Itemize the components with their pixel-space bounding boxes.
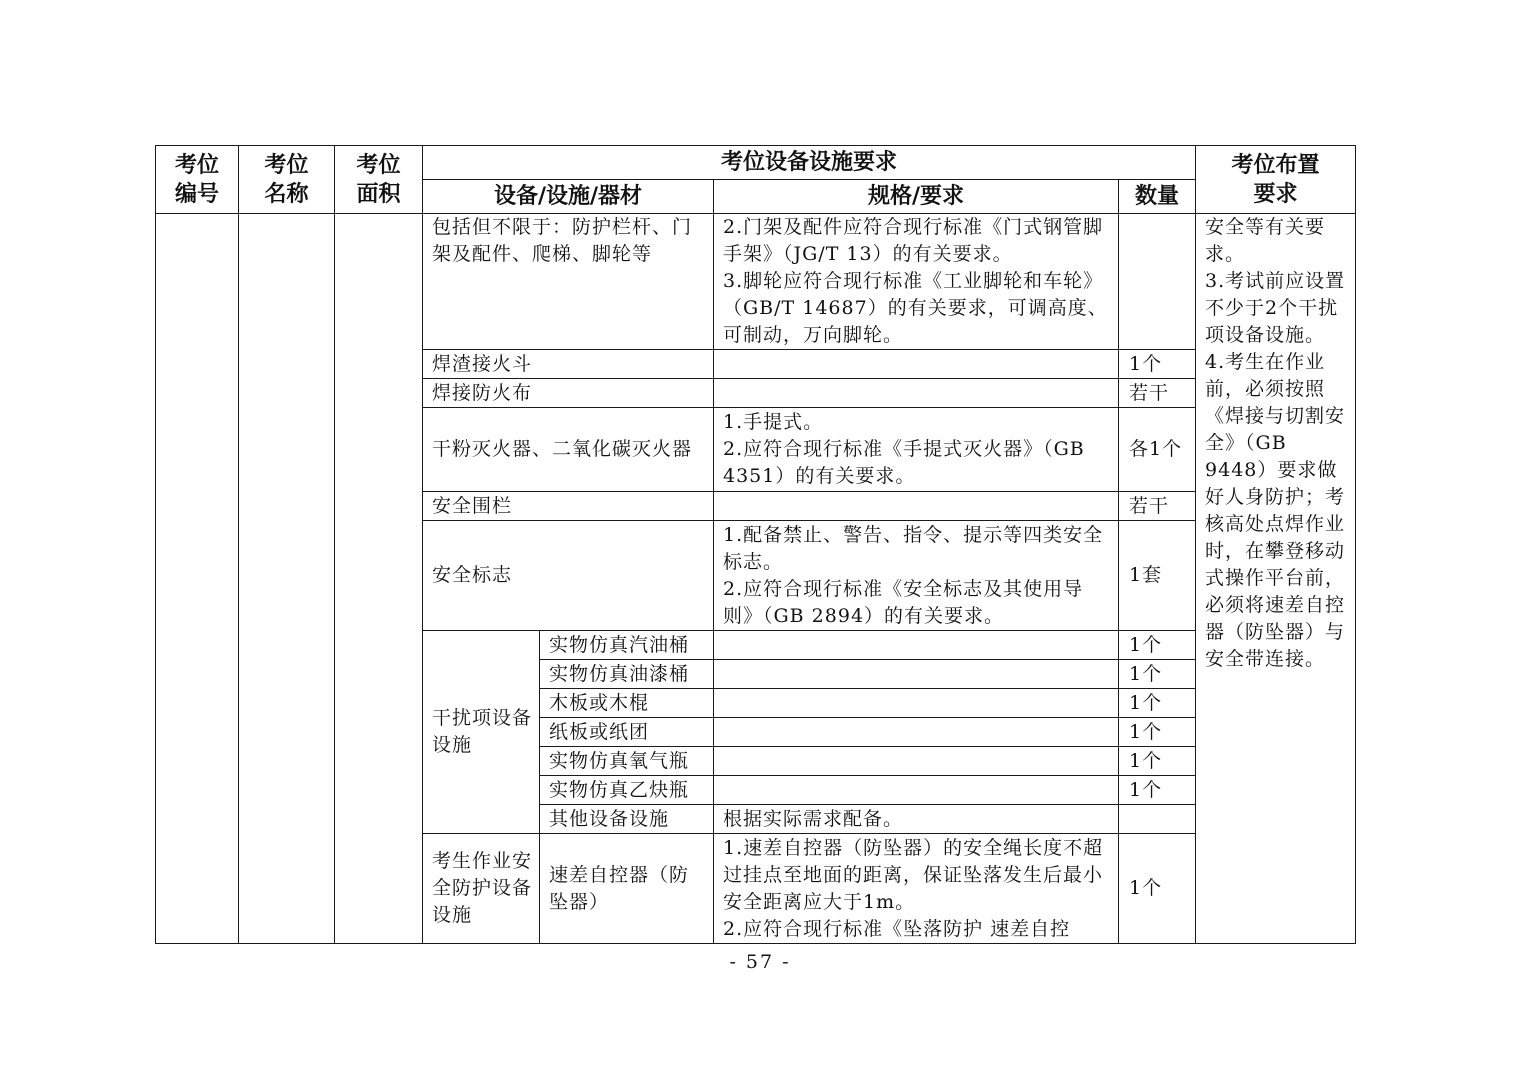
protection-item-qty: 1个 (1119, 834, 1196, 944)
interference-item-qty: 1个 (1119, 776, 1196, 805)
interference-item-qty: 1个 (1119, 747, 1196, 776)
header-station-area: 考位 面积 (335, 146, 423, 214)
equipment-fire-blanket: 焊接防火布 (423, 379, 714, 408)
qty-ladder (1119, 214, 1196, 350)
equipment-signs: 安全标志 (423, 521, 714, 631)
interference-item-qty (1119, 805, 1196, 834)
equipment-fence: 安全围栏 (423, 492, 714, 521)
interference-item-name: 实物仿真乙炔瓶 (540, 776, 714, 805)
qty-slag-bucket: 1个 (1119, 350, 1196, 379)
station-name-cell (239, 214, 335, 944)
group-protection: 考生作业安全防护设备设施 (423, 834, 540, 944)
qty-fire-blanket: 若干 (1119, 379, 1196, 408)
station-area-cell (335, 214, 423, 944)
header-quantity: 数量 (1119, 180, 1196, 214)
header-station-no: 考位 编号 (156, 146, 239, 214)
interference-item-spec (714, 660, 1119, 689)
spec-signs: 1.配备禁止、警告、指令、提示等四类安全标志。 2.应符合现行标准《安全标志及其使用导则》（GB 2894）的有关要求。 (714, 521, 1119, 631)
interference-item-qty: 1个 (1119, 631, 1196, 660)
interference-item-spec: 根据实际需求配备。 (714, 805, 1119, 834)
page-number: - 57 - (729, 951, 791, 973)
protection-item-name: 速差自控器（防坠器） (540, 834, 714, 944)
interference-item-name: 其他设备设施 (540, 805, 714, 834)
header-spec: 规格/要求 (714, 180, 1119, 214)
interference-item-qty: 1个 (1119, 660, 1196, 689)
interference-item-name: 木板或木棍 (540, 689, 714, 718)
equipment-ladder: 包括但不限于：防护栏杆、门架及配件、爬梯、脚轮等 (423, 214, 714, 350)
interference-item-name: 实物仿真汽油桶 (540, 631, 714, 660)
qty-fence: 若干 (1119, 492, 1196, 521)
equipment-slag-bucket: 焊渣接火斗 (423, 350, 714, 379)
qty-signs: 1套 (1119, 521, 1196, 631)
protection-item-spec: 1.速差自控器（防坠器）的安全绳长度不超过挂点至地面的距离，保证坠落发生后最小安全距离应大于1m。 2.应符合现行标准《坠落防护 速差自控 (714, 834, 1119, 944)
header-layout-requirements: 考位布置 要求 (1196, 146, 1356, 214)
interference-item-spec (714, 747, 1119, 776)
interference-item-spec (714, 718, 1119, 747)
group-interference: 干扰项设备设施 (423, 631, 540, 834)
spec-fence (714, 492, 1119, 521)
spec-ladder: 2.门架及配件应符合现行标准《门式钢管脚手架》（JG/T 13）的有关要求。 3.脚轮应符合现行标准《工业脚轮和车轮》（GB/T 14687）的有关要求，可调高度、可制动，万向脚轮。 (714, 214, 1119, 350)
interference-item-spec (714, 776, 1119, 805)
interference-item-name: 纸板或纸团 (540, 718, 714, 747)
interference-item-spec (714, 689, 1119, 718)
qty-extinguisher: 各1个 (1119, 408, 1196, 492)
interference-item-qty: 1个 (1119, 689, 1196, 718)
interference-item-qty: 1个 (1119, 718, 1196, 747)
layout-requirements-text: 安全等有关要求。 3.考试前应设置不少于2个干扰项设备设施。 4.考生在作业前，必须按照《焊接与切割安全》（GB 9448）要求做好人身防护；考核高处点焊作业时，在攀登移动式操作平台前，必须将速差自控器（防坠器）与安全带连接。 (1196, 214, 1356, 944)
interference-item-spec (714, 631, 1119, 660)
header-equipment-requirements: 考位设备设施要求 (423, 146, 1196, 180)
interference-item-name: 实物仿真油漆桶 (540, 660, 714, 689)
header-station-name: 考位 名称 (239, 146, 335, 214)
header-equipment: 设备/设施/器材 (423, 180, 714, 214)
equipment-extinguisher: 干粉灭火器、二氧化碳灭火器 (423, 408, 714, 492)
station-no-cell (156, 214, 239, 944)
interference-item-name: 实物仿真氧气瓶 (540, 747, 714, 776)
spec-slag-bucket (714, 350, 1119, 379)
equipment-requirements-table (155, 145, 1356, 944)
spec-extinguisher: 1.手提式。 2.应符合现行标准《手提式灭火器》（GB 4351）的有关要求。 (714, 408, 1119, 492)
spec-fire-blanket (714, 379, 1119, 408)
